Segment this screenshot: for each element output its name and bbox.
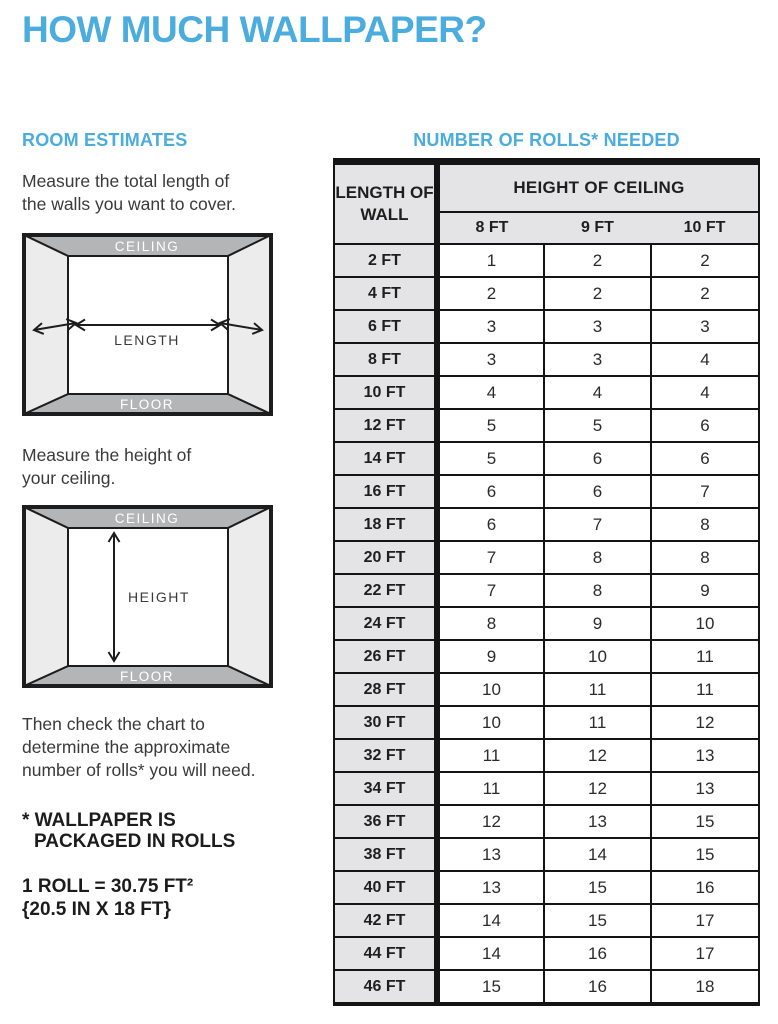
footnote-packaged-in-rolls: [22, 810, 322, 852]
floor-label: FLOOR: [119, 669, 175, 684]
table-row: [334, 838, 759, 871]
rolls-count-cell: 18: [651, 970, 759, 1004]
wall-length-cell: 8 FT: [334, 343, 437, 376]
wall-length-cell: 30 FT: [334, 706, 437, 739]
length-label: LENGTH: [114, 332, 180, 348]
wall-length-cell: 32 FT: [334, 739, 437, 772]
rolls-count-cell: 3: [651, 310, 759, 343]
rolls-count-cell: 3: [437, 310, 544, 343]
ceiling-label: CEILING: [114, 239, 180, 254]
rolls-needed-section: [333, 131, 760, 1006]
wall-length-cell: 28 FT: [334, 673, 437, 706]
rolls-count-cell: 4: [651, 376, 759, 409]
rolls-count-cell: 11: [437, 739, 544, 772]
wall-length-cell: 40 FT: [334, 871, 437, 904]
text-line: your ceiling.: [22, 468, 116, 488]
room-length-diagram: [22, 233, 273, 416]
rolls-count-cell: 14: [544, 838, 651, 871]
wall-length-cell: 46 FT: [334, 970, 437, 1004]
wall-length-cell: 6 FT: [334, 310, 437, 343]
wall-length-cell: 22 FT: [334, 574, 437, 607]
text-line: number of rolls* you will need.: [22, 760, 256, 780]
rolls-count-cell: 13: [437, 871, 544, 904]
text-line: Measure the height of: [22, 445, 192, 465]
rolls-count-cell: 2: [651, 244, 759, 277]
table-row: [334, 376, 759, 409]
col-header-8ft: 8 FT: [437, 212, 544, 244]
rolls-count-cell: 2: [651, 277, 759, 310]
page-title: HOW MUCH WALLPAPER?: [22, 9, 487, 50]
rolls-count-cell: 4: [437, 376, 544, 409]
instruction-measure-length: [22, 170, 322, 216]
rolls-count-cell: 10: [651, 607, 759, 640]
rolls-count-cell: 17: [651, 937, 759, 970]
wall-length-cell: 34 FT: [334, 772, 437, 805]
table-row: [334, 574, 759, 607]
rolls-count-cell: 16: [651, 871, 759, 904]
table-row: [334, 706, 759, 739]
rolls-count-cell: 10: [437, 706, 544, 739]
wall-length-cell: 14 FT: [334, 442, 437, 475]
wall-length-cell: 38 FT: [334, 838, 437, 871]
rolls-count-cell: 2: [544, 244, 651, 277]
rolls-table: [333, 158, 760, 1006]
rolls-count-cell: 5: [437, 409, 544, 442]
text-line: determine the approximate: [22, 737, 231, 757]
table-row: [334, 475, 759, 508]
rolls-count-cell: 2: [437, 277, 544, 310]
rolls-count-cell: 7: [651, 475, 759, 508]
rolls-count-cell: 13: [651, 772, 759, 805]
rolls-count-cell: 6: [651, 442, 759, 475]
rolls-count-cell: 5: [544, 409, 651, 442]
table-row: [334, 409, 759, 442]
table-row: [334, 343, 759, 376]
table-row: [334, 739, 759, 772]
wall-length-cell: 2 FT: [334, 244, 437, 277]
rolls-count-cell: 11: [437, 772, 544, 805]
rolls-count-cell: 11: [651, 673, 759, 706]
room-estimates-section: [22, 131, 322, 921]
text-line: {20.5 IN X 18 FT}: [22, 899, 171, 920]
table-row: [334, 673, 759, 706]
table-row: [334, 970, 759, 1004]
wall-length-cell: 20 FT: [334, 541, 437, 574]
rolls-count-cell: 15: [544, 904, 651, 937]
rolls-count-cell: 12: [437, 805, 544, 838]
rolls-count-cell: 2: [544, 277, 651, 310]
table-row: [334, 244, 759, 277]
rolls-count-cell: 7: [544, 508, 651, 541]
wall-length-cell: 12 FT: [334, 409, 437, 442]
rolls-count-cell: 4: [651, 343, 759, 376]
text-line: * WALLPAPER IS: [22, 810, 176, 831]
rolls-count-cell: 14: [437, 937, 544, 970]
table-row: [334, 640, 759, 673]
text-line: 1 ROLL = 30.75 FT²: [22, 876, 194, 897]
table-row: [334, 277, 759, 310]
wall-length-cell: 24 FT: [334, 607, 437, 640]
rolls-count-cell: 9: [544, 607, 651, 640]
roll-size-info: [22, 875, 322, 921]
rolls-count-cell: 12: [544, 739, 651, 772]
rolls-count-cell: 9: [437, 640, 544, 673]
rolls-count-cell: 8: [437, 607, 544, 640]
rolls-count-cell: 12: [544, 772, 651, 805]
rolls-count-cell: 8: [651, 541, 759, 574]
right-wall-plane: [228, 507, 271, 686]
room-estimates-heading: ROOM ESTIMATES: [22, 130, 188, 150]
left-wall-plane: [24, 507, 68, 686]
rolls-count-cell: 6: [437, 508, 544, 541]
rolls-count-cell: 17: [651, 904, 759, 937]
text-line: Then check the chart to: [22, 714, 205, 734]
col-group-header-height-of-ceiling: HEIGHT OF CEILING: [437, 162, 759, 213]
rolls-count-cell: 14: [437, 904, 544, 937]
rolls-count-cell: 3: [544, 343, 651, 376]
col-header-10ft: 10 FT: [651, 212, 759, 244]
ceiling-label: CEILING: [114, 511, 180, 526]
wall-length-cell: 44 FT: [334, 937, 437, 970]
table-row: [334, 310, 759, 343]
wall-length-cell: 4 FT: [334, 277, 437, 310]
wall-length-cell: 18 FT: [334, 508, 437, 541]
rolls-count-cell: 16: [544, 970, 651, 1004]
rolls-needed-heading: NUMBER OF ROLLS* NEEDED: [413, 130, 680, 150]
rolls-count-cell: 15: [651, 838, 759, 871]
text-line: PACKAGED IN ROLLS: [34, 831, 236, 852]
rolls-count-cell: 3: [437, 343, 544, 376]
row-header-length-of-wall: LENGTH OF WALL: [334, 162, 437, 245]
table-row: [334, 805, 759, 838]
table-row: [334, 871, 759, 904]
rolls-count-cell: 8: [544, 574, 651, 607]
rolls-count-cell: 11: [544, 706, 651, 739]
rolls-count-cell: 8: [544, 541, 651, 574]
col-header-9ft: 9 FT: [544, 212, 651, 244]
floor-label: FLOOR: [119, 397, 175, 412]
rolls-count-cell: 6: [437, 475, 544, 508]
table-row: [334, 541, 759, 574]
table-row: [334, 772, 759, 805]
rolls-count-cell: 6: [544, 442, 651, 475]
rolls-count-cell: 6: [544, 475, 651, 508]
wall-length-cell: 10 FT: [334, 376, 437, 409]
room-height-diagram: [22, 505, 273, 688]
rolls-count-cell: 5: [437, 442, 544, 475]
rolls-count-cell: 15: [651, 805, 759, 838]
rolls-count-cell: 1: [437, 244, 544, 277]
text-line: the walls you want to cover.: [22, 194, 236, 214]
rolls-count-cell: 13: [437, 838, 544, 871]
rolls-table-body: [334, 244, 759, 1004]
rolls-count-cell: 11: [651, 640, 759, 673]
table-row: [334, 904, 759, 937]
rolls-count-cell: 13: [651, 739, 759, 772]
wall-length-cell: 16 FT: [334, 475, 437, 508]
rolls-count-cell: 9: [651, 574, 759, 607]
rolls-count-cell: 3: [544, 310, 651, 343]
table-row: [334, 508, 759, 541]
rolls-count-cell: 11: [544, 673, 651, 706]
rolls-count-cell: 7: [437, 574, 544, 607]
wall-length-cell: 26 FT: [334, 640, 437, 673]
rolls-count-cell: 10: [544, 640, 651, 673]
instruction-measure-height: [22, 444, 322, 490]
rolls-count-cell: 13: [544, 805, 651, 838]
rolls-count-cell: 16: [544, 937, 651, 970]
text-line: Measure the total length of: [22, 171, 230, 191]
table-row: [334, 937, 759, 970]
instruction-check-chart: [22, 713, 322, 782]
rolls-count-cell: 6: [651, 409, 759, 442]
rolls-count-cell: 7: [437, 541, 544, 574]
rolls-count-cell: 10: [437, 673, 544, 706]
height-label: HEIGHT: [128, 589, 190, 605]
table-row: [334, 442, 759, 475]
table-row: [334, 607, 759, 640]
rolls-count-cell: 15: [544, 871, 651, 904]
wall-length-cell: 36 FT: [334, 805, 437, 838]
rolls-count-cell: 12: [651, 706, 759, 739]
rolls-count-cell: 4: [544, 376, 651, 409]
wall-length-cell: 42 FT: [334, 904, 437, 937]
rolls-count-cell: 8: [651, 508, 759, 541]
rolls-count-cell: 15: [437, 970, 544, 1004]
